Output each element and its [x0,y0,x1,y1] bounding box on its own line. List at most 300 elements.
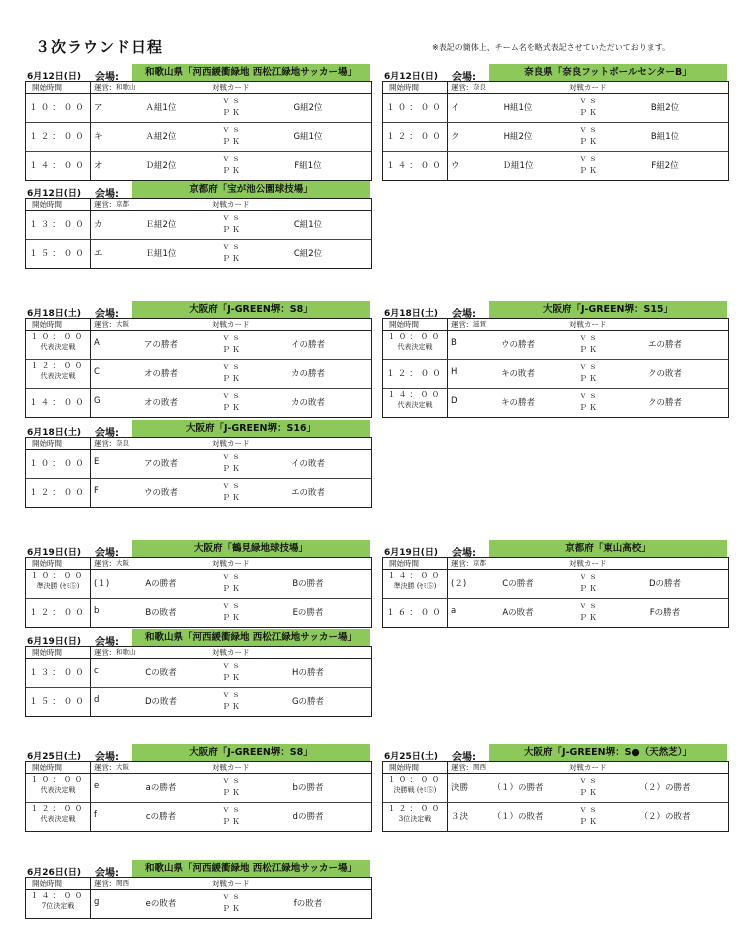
match-time: １０：００ [30,775,86,784]
match-table [382,761,729,832]
match-code: c [94,666,99,676]
vs-pk [216,332,248,356]
match-row [383,803,728,831]
match-time: １６：００ [386,608,444,618]
start-time-header: 開始時間 [32,320,62,329]
match-stage: 準決勝 (ｾﾐ⑤) [36,582,80,590]
host-name: 大阪 [116,763,129,771]
match-date: 6月12日(日) [27,189,82,199]
pk-label: ＰＫ [579,166,599,175]
team-away: C組1位 [293,220,323,230]
team-home: Dの敗者 [144,697,178,707]
match-code: A [94,338,100,348]
team-home: Aの敗者 [502,608,534,618]
block-header [382,66,729,81]
vs-label: ｖｓ [579,154,599,163]
team-home: Ｅ組1位 [145,249,177,259]
host-label: 運営: [94,559,112,568]
vs-pk [573,571,605,595]
venue-label: 会場: [452,309,476,320]
venue-name: 大阪府「鶴見緑地球技場」 [132,540,370,557]
vs-pk [216,451,248,475]
venue-block [382,746,729,832]
pk-label: ＰＫ [579,374,599,383]
pk-label: ＰＫ [222,225,242,234]
team-home: Cの敗者 [145,668,177,678]
match-time: １４：００ [387,390,443,399]
pk-label: ＰＫ [579,584,599,593]
match-row [26,389,371,417]
match-time: １５：００ [29,249,87,259]
team-home: Ａ組1位 [145,103,177,113]
column-header [26,878,371,890]
match-time-cell [26,361,90,381]
start-time-header: 開始時間 [32,83,62,92]
match-code: イ [451,103,460,113]
match-code: g [94,897,100,907]
pk-label: ＰＫ [579,788,599,797]
column-header [26,762,371,774]
vs-label: ｖｓ [222,96,242,105]
match-table [25,557,372,628]
match-code: C [94,367,100,377]
pk-label: ＰＫ [222,817,242,826]
match-code: B [451,338,457,348]
host-name: 大阪 [116,320,129,328]
host-name: 関西 [473,763,486,771]
match-time: １０：００ [29,103,87,113]
match-code: a [451,606,457,616]
match-row [26,450,371,479]
match-row [26,688,371,716]
match-time-cell [26,396,90,408]
pk-label: ＰＫ [222,904,242,913]
match-time-cell [383,332,447,352]
pk-label: ＰＫ [222,673,242,682]
venue-block [382,66,729,181]
team-away: クの勝者 [647,398,682,408]
team-home: H組1位 [503,103,533,113]
team-away: イの勝者 [290,340,325,350]
venue-name: 大阪府「J-GREEN堺：S8」 [132,744,370,761]
match-time-cell [26,606,90,618]
team-away: Gの勝者 [291,697,325,707]
pk-label: ＰＫ [579,345,599,354]
vs-label: ｖｓ [222,572,242,581]
match-stage: 決勝戦 (ｾﾐ⑤) [393,786,437,794]
host-label: 運営: [94,763,112,772]
team-home: Cの勝者 [502,579,534,589]
host-name: 京都 [116,200,129,208]
match-row [26,774,371,803]
match-time-cell [383,101,447,113]
match-time: １２：００ [29,608,87,618]
vs-pk [216,660,248,684]
match-table [25,318,372,418]
match-time: １２：００ [30,804,86,813]
match-code: (１) [94,579,110,589]
team-home: Aの勝者 [145,579,177,589]
pk-label: ＰＫ [222,403,242,412]
host-name: 和歌山 [116,83,136,91]
match-code: カ [94,220,103,230]
team-home: Ｄ組1位 [502,161,534,171]
match-row [26,152,371,180]
match-time: １３：００ [29,220,87,230]
vs-pk [573,390,605,414]
match-time-cell [383,606,447,618]
venue-name: 和歌山県「河西緩衝緑地 西松江緑地サッカー場」 [132,64,370,81]
match-code: D [451,396,458,406]
vs-label: ｖｓ [222,213,242,222]
team-away: エの勝者 [647,340,682,350]
match-code: e [94,781,100,791]
venue-label: 会場: [95,548,119,559]
team-home: aの勝者 [145,783,177,793]
host-label: 運営: [94,83,112,92]
card-header: 対戦カード [569,763,607,772]
match-code: H [451,367,458,377]
match-stage: 代表決定戦 [397,401,433,409]
team-away: イの敗者 [290,459,325,469]
pk-label: ＰＫ [222,464,242,473]
match-time-cell [383,159,447,171]
vs-label: ｖｓ [579,776,599,785]
vs-label: ｖｓ [222,242,242,251]
team-home: eの敗者 [145,899,177,909]
vs-label: ｖｓ [579,362,599,371]
pk-label: ＰＫ [579,613,599,622]
venue-block [25,862,372,919]
column-header [383,319,728,331]
team-away: C組2位 [293,249,323,259]
match-time: １４：００ [29,161,87,171]
team-away: （２）の敗者 [639,812,691,822]
team-home: アの勝者 [143,340,178,350]
match-time-cell [26,159,90,171]
match-row [383,123,728,152]
match-code: G [94,396,101,406]
vs-pk [216,153,248,177]
vs-pk [216,95,248,119]
host-label: 運営: [94,648,112,657]
vs-label: ｖｓ [222,601,242,610]
start-time-header: 開始時間 [389,83,419,92]
match-table [382,81,729,181]
vs-label: ｖｓ [222,805,242,814]
match-time: １２：００ [29,132,87,142]
column-header [383,762,728,774]
vs-pk [216,891,248,915]
match-time: １０：００ [29,459,87,469]
team-home: ウの勝者 [500,340,535,350]
block-header [25,862,372,877]
vs-pk [573,153,605,177]
match-date: 6月19日(日) [384,548,439,558]
start-time-header: 開始時間 [32,439,62,448]
team-away: dの勝者 [292,812,324,822]
match-table [25,198,372,269]
host-name: 京都 [473,559,486,567]
match-time-cell [26,130,90,142]
match-table [25,646,372,717]
team-home: Ａ組2位 [145,132,177,142]
team-away: G組2位 [293,103,323,113]
team-away: エの敗者 [290,488,325,498]
match-time: １４：００ [30,891,86,900]
host-label: 運営: [94,200,112,209]
match-row [383,360,728,389]
pk-label: ＰＫ [222,493,242,502]
match-date: 6月19日(日) [27,548,82,558]
vs-label: ｖｓ [579,391,599,400]
match-stage: 代表決定戦 [40,343,76,351]
venue-label: 会場: [95,637,119,648]
match-time-cell [383,390,447,410]
venue-label: 会場: [452,72,476,83]
match-time-cell [26,247,90,259]
match-time-cell [26,804,90,824]
team-home: ウの敗者 [143,488,178,498]
match-stage: 3位決定戦 [398,815,432,823]
match-time-cell [26,457,90,469]
vs-pk [573,95,605,119]
column-header [26,438,371,450]
vs-pk [216,241,248,265]
host-name: 滋賀 [473,320,486,328]
match-code: ク [451,132,460,142]
venue-name: 大阪府「J-GREEN堺：S●（天然芝）」 [489,744,727,761]
vs-pk [573,332,605,356]
match-time-cell [26,218,90,230]
match-code: エ [94,249,103,259]
venue-block [25,746,372,832]
vs-pk [573,775,605,799]
match-table [25,877,372,919]
card-header: 対戦カード [212,439,250,448]
pk-label: ＰＫ [579,403,599,412]
pk-label: ＰＫ [222,166,242,175]
match-table [25,761,372,832]
block-header [25,542,372,557]
match-stage: 7位決定戦 [41,902,75,910]
vs-label: ｖｓ [222,154,242,163]
vs-label: ｖｓ [222,661,242,670]
vs-label: ｖｓ [222,333,242,342]
venue-label: 会場: [452,548,476,559]
start-time-header: 開始時間 [32,648,62,657]
match-time: １５：００ [29,697,87,707]
start-time-header: 開始時間 [389,763,419,772]
match-code: オ [94,161,103,171]
host-label: 運営: [94,879,112,888]
match-stage: 準決勝 (ｾﾐ⑤) [393,582,437,590]
match-code: ア [94,103,103,113]
pk-label: ＰＫ [222,788,242,797]
host-label: 運営: [451,83,469,92]
card-header: 対戦カード [212,83,250,92]
vs-label: ｖｓ [222,892,242,901]
card-header: 対戦カード [212,200,250,209]
team-home: キの勝者 [500,398,535,408]
venue-label: 会場: [95,72,119,83]
column-header [383,558,728,570]
team-home: Ｅ組2位 [145,220,177,230]
card-header: 対戦カード [212,320,250,329]
match-code: F [94,486,99,496]
team-away: Dの勝者 [648,579,682,589]
match-time: １０：００ [30,571,86,580]
match-time-cell [383,367,447,379]
match-code: d [94,695,100,705]
card-header: 対戦カード [212,879,250,888]
match-time-cell [26,332,90,352]
team-away: （２）の勝者 [639,783,691,793]
team-away: F組2位 [651,161,679,171]
pk-label: ＰＫ [222,613,242,622]
vs-pk [573,361,605,385]
team-home: H組2位 [503,132,533,142]
match-time: １２：００ [386,369,444,379]
vs-pk [216,480,248,504]
vs-label: ｖｓ [222,776,242,785]
vs-pk [573,600,605,624]
match-time: １４：００ [386,161,444,171]
match-code: f [94,810,97,820]
host-name: 奈良 [116,439,129,447]
match-row [26,94,371,123]
venue-label: 会場: [95,868,119,879]
match-date: 6月26日(日) [27,868,82,878]
start-time-header: 開始時間 [32,879,62,888]
vs-pk [216,600,248,624]
match-row [26,570,371,599]
vs-pk [216,571,248,595]
match-time-cell [26,666,90,678]
venue-name: 大阪府「J-GREEN堺：S8」 [132,301,370,318]
team-home: （１）の勝者 [492,783,544,793]
pk-label: ＰＫ [222,345,242,354]
team-away: Fの勝者 [649,608,681,618]
venue-name: 大阪府「J-GREEN堺：S15」 [489,301,727,318]
match-time: １０：００ [386,103,444,113]
match-stage: 代表決定戦 [397,343,433,351]
venue-block [25,542,372,628]
team-away: bの勝者 [292,783,324,793]
vs-label: ｖｓ [222,125,242,134]
team-home: オの勝者 [143,369,178,379]
match-row [26,211,371,240]
match-date: 6月12日(日) [384,72,439,82]
column-header [26,82,371,94]
team-home: オの敗者 [143,398,178,408]
match-stage: 代表決定戦 [40,372,76,380]
block-header [382,303,729,318]
column-header [26,647,371,659]
vs-label: ｖｓ [222,362,242,371]
vs-pk [216,212,248,236]
match-stage: 代表決定戦 [40,815,76,823]
match-row [383,570,728,599]
card-header: 対戦カード [212,763,250,772]
pk-label: ＰＫ [222,374,242,383]
team-away: Eの勝者 [292,608,324,618]
venue-label: 会場: [452,752,476,763]
match-table [382,318,729,418]
card-header: 対戦カード [212,648,250,657]
team-away: Hの勝者 [292,668,324,678]
block-header [25,631,372,646]
team-home: Bの敗者 [145,608,177,618]
match-date: 6月18日(土) [384,309,439,319]
match-row [26,479,371,507]
venue-label: 会場: [95,752,119,763]
vs-pk [573,804,605,828]
block-header [25,746,372,761]
pk-label: ＰＫ [222,584,242,593]
page-note: ※表記の簡体上、チーム名を略式表記させていただいております。 [432,43,671,52]
match-row [383,152,728,180]
match-time: １４：００ [29,398,87,408]
vs-pk [216,124,248,148]
block-header [25,183,372,198]
venue-block [25,183,372,269]
venue-label: 会場: [95,309,119,320]
pk-label: ＰＫ [222,137,242,146]
match-row [26,331,371,360]
block-header [25,422,372,437]
match-time: １０：００ [387,775,443,784]
match-row [26,659,371,688]
start-time-header: 開始時間 [389,559,419,568]
team-away: B組2位 [650,103,680,113]
team-home: アの敗者 [143,459,178,469]
match-time-cell [383,130,447,142]
block-header [25,66,372,81]
host-label: 運営: [451,559,469,568]
host-name: 大阪 [116,559,129,567]
venue-name: 和歌山県「河西緩衝緑地 西松江緑地サッカー場」 [132,860,370,877]
match-row [26,360,371,389]
match-code: (２) [451,579,467,589]
team-away: カの勝者 [290,369,325,379]
team-away: クの敗者 [647,369,682,379]
vs-label: ｖｓ [579,333,599,342]
match-time-cell [383,571,447,591]
vs-pk [216,689,248,713]
vs-pk [216,390,248,414]
match-date: 6月25日(土) [384,752,439,762]
team-home: Ｄ組2位 [145,161,177,171]
match-row [383,331,728,360]
team-away: G組1位 [293,132,323,142]
host-label: 運営: [94,320,112,329]
match-row [383,389,728,417]
match-time-cell [383,804,447,824]
block-header [382,746,729,761]
vs-label: ｖｓ [222,391,242,400]
match-time-cell [383,775,447,795]
team-away: B組1位 [650,132,680,142]
host-name: 関西 [116,879,129,887]
match-code: 決勝 [451,783,469,793]
venue-name: 京都府「東山高校」 [489,540,727,557]
card-header: 対戦カード [569,559,607,568]
match-time-cell [26,486,90,498]
pk-label: ＰＫ [222,702,242,711]
match-code: キ [94,132,103,142]
venue-block [382,542,729,628]
